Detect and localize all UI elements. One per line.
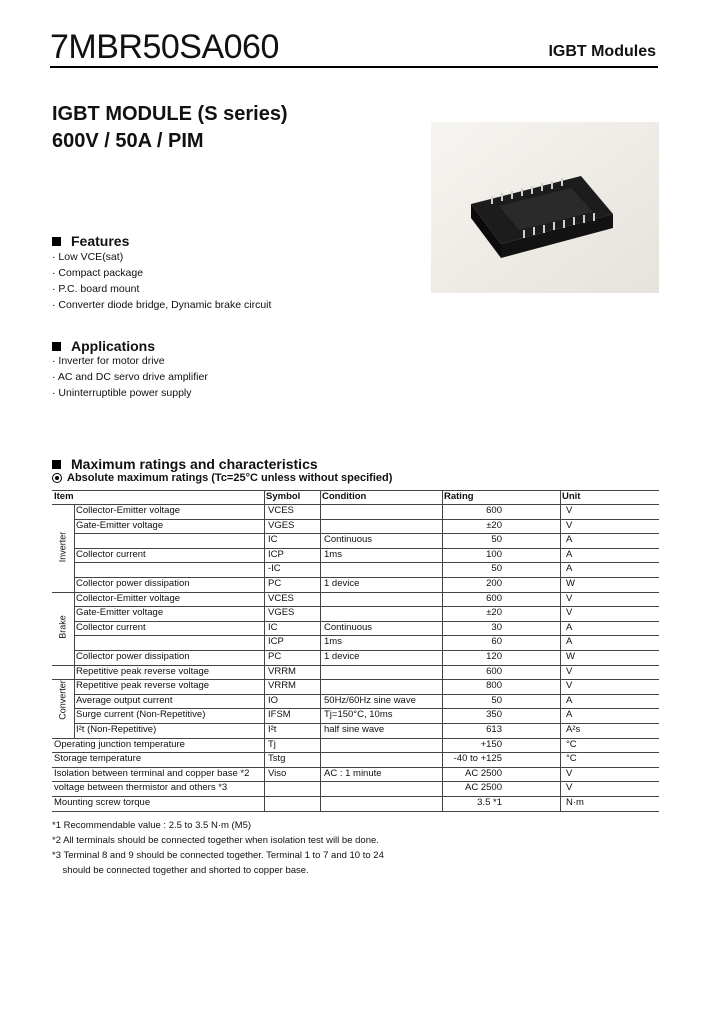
features-list <box>52 249 271 313</box>
igbt-module-image <box>431 122 659 293</box>
rating-cell: 50 <box>491 694 502 706</box>
header-rule <box>50 66 658 68</box>
symbol-cell: I²t <box>268 724 277 735</box>
absolute-ratings-subheading: Absolute maximum ratings (Tc=25°C unless without specified) <box>52 472 392 484</box>
footnote: *2 All terminals should be connected together when isolation test will be done. <box>52 835 379 846</box>
symbol-cell: ICP <box>268 636 284 648</box>
table-rule <box>52 811 659 812</box>
list-item: · Converter diode bridge, Dynamic brake circuit <box>52 297 271 313</box>
rating-cell: -40 to +125 <box>453 753 502 765</box>
footnote: *3 Terminal 8 and 9 should be connected together. Terminal 1 to 7 and 10 to 24 <box>52 850 384 861</box>
footnotes <box>52 818 384 878</box>
applications-list <box>52 353 208 401</box>
unit-cell: A <box>566 534 573 546</box>
item-cell: Repetitive peak reverse voltage <box>76 680 210 692</box>
symbol-cell: -IC <box>268 563 281 575</box>
product-photo <box>431 122 659 293</box>
list-item: · Inverter for motor drive <box>52 353 208 369</box>
unit-cell: V <box>566 665 573 677</box>
item-cell: Mounting screw torque <box>54 797 151 808</box>
symbol-cell: VRRM <box>268 665 296 677</box>
list-item: · P.C. board mount <box>52 281 271 297</box>
rating-cell: ±20 <box>486 607 502 619</box>
rating-cell: 3.5 *1 <box>477 797 502 808</box>
condition-cell: half sine wave <box>324 724 385 735</box>
item-cell: Storage temperature <box>54 753 142 765</box>
rating-cell: 120 <box>486 651 502 662</box>
symbol-cell: VGES <box>268 519 295 531</box>
unit-cell: V <box>566 592 573 604</box>
condition-cell: AC : 1 minute <box>324 767 382 779</box>
unit-cell: V <box>566 505 573 516</box>
table-header-cell: Rating <box>444 491 474 502</box>
footnote: should be connected together and shorted to copper base. <box>52 865 309 876</box>
condition-cell: 1ms <box>324 548 342 560</box>
applications-heading: Applications <box>52 338 155 354</box>
item-cell: Operating junction temperature <box>54 738 185 750</box>
item-cell: Gate-Emitter voltage <box>76 607 164 619</box>
bullet-square-icon <box>52 460 61 469</box>
condition-cell: Continuous <box>324 621 373 633</box>
rating-cell: 600 <box>486 665 502 677</box>
unit-cell: A²s <box>566 724 581 735</box>
category-label: IGBT Modules <box>548 43 656 60</box>
rating-cell: 800 <box>486 680 502 692</box>
rating-cell: 50 <box>491 534 502 546</box>
table-header-cell: Item <box>54 491 74 502</box>
item-cell: I²t (Non-Repetitive) <box>76 724 157 735</box>
unit-cell: A <box>566 709 573 721</box>
symbol-cell: PC <box>268 578 282 589</box>
features-heading: Features <box>52 233 129 249</box>
list-item: · Uninterruptible power supply <box>52 385 208 401</box>
unit-cell: V <box>566 680 573 692</box>
unit-cell: A <box>566 563 573 575</box>
symbol-cell: VCES <box>268 592 294 604</box>
item-cell: Gate-Emitter voltage <box>76 519 164 531</box>
item-cell: Surge current (Non-Repetitive) <box>76 709 206 721</box>
rating-cell: AC 2500 <box>465 767 502 779</box>
ratings-table <box>52 490 659 809</box>
unit-cell: V <box>566 607 573 619</box>
rating-cell: AC 2500 <box>465 782 502 794</box>
rating-cell: 30 <box>491 621 502 633</box>
unit-cell: W <box>566 578 575 589</box>
item-cell: Average output current <box>76 694 173 706</box>
item-cell: Collector current <box>76 621 146 633</box>
table-header-cell: Symbol <box>266 491 301 502</box>
rating-cell: 200 <box>486 578 502 589</box>
unit-cell: °C <box>566 738 577 750</box>
condition-cell: 50Hz/60Hz sine wave <box>324 694 416 706</box>
condition-cell: 1 device <box>324 651 360 662</box>
target-bullet-icon <box>52 473 62 483</box>
symbol-cell: IO <box>268 694 279 706</box>
unit-cell: V <box>566 519 573 531</box>
symbol-cell: Viso <box>268 767 287 779</box>
symbol-cell: IC <box>268 621 278 633</box>
list-item: · Low VCE(sat) <box>52 249 271 265</box>
condition-cell: 1 device <box>324 578 360 589</box>
rating-cell: 100 <box>486 548 502 560</box>
unit-cell: N·m <box>566 797 584 808</box>
item-cell: Collector power dissipation <box>76 578 190 589</box>
product-title <box>52 101 288 155</box>
max-ratings-heading: Maximum ratings and characteristics <box>52 456 318 472</box>
symbol-cell: VCES <box>268 505 294 516</box>
product-title-line2: 600V / 50A / PIM <box>52 130 204 152</box>
symbol-cell: IC <box>268 534 278 546</box>
symbol-cell: VRRM <box>268 680 296 692</box>
unit-cell: A <box>566 694 573 706</box>
bullet-square-icon <box>52 342 61 351</box>
item-cell: Collector-Emitter voltage <box>76 592 181 604</box>
unit-cell: V <box>566 782 573 794</box>
condition-cell: Continuous <box>324 534 373 546</box>
rating-cell: 600 <box>486 505 502 516</box>
part-number: 7MBR50SA060 <box>50 28 279 66</box>
symbol-cell: ICP <box>268 548 284 560</box>
unit-cell: W <box>566 651 575 662</box>
symbol-cell: Tj <box>268 738 276 750</box>
list-item: · Compact package <box>52 265 271 281</box>
item-cell: Collector power dissipation <box>76 651 190 662</box>
item-cell: voltage between thermistor and others *3 <box>54 782 228 794</box>
item-cell: Collector current <box>76 548 146 560</box>
unit-cell: A <box>566 621 573 633</box>
table-group-label: Inverter <box>57 531 68 563</box>
rating-cell: ±20 <box>486 519 502 531</box>
rating-cell: +150 <box>480 738 502 750</box>
bullet-square-icon <box>52 237 61 246</box>
table-header-cell: Condition <box>322 491 367 502</box>
list-item: · AC and DC servo drive amplifier <box>52 369 208 385</box>
item-cell: Isolation between terminal and copper base *2 <box>54 767 250 779</box>
unit-cell: °C <box>566 753 577 765</box>
table-group-label: Converter <box>57 680 68 720</box>
item-cell: Collector-Emitter voltage <box>76 505 181 516</box>
item-cell: Repetitive peak reverse voltage <box>76 665 210 677</box>
symbol-cell: IFSM <box>268 709 291 721</box>
symbol-cell: VGES <box>268 607 295 619</box>
rating-cell: 50 <box>491 563 502 575</box>
condition-cell: 1ms <box>324 636 342 648</box>
product-title-line1: IGBT MODULE (S series) <box>52 103 288 125</box>
unit-cell: V <box>566 767 573 779</box>
footnote: *1 Recommendable value : 2.5 to 3.5 N·m (M5) <box>52 820 252 831</box>
table-header-cell: Unit <box>562 491 581 502</box>
unit-cell: A <box>566 636 573 648</box>
symbol-cell: PC <box>268 651 282 662</box>
symbol-cell: Tstg <box>268 753 286 765</box>
table-group-label: Brake <box>57 615 68 639</box>
rating-cell: 613 <box>486 724 502 735</box>
rating-cell: 600 <box>486 592 502 604</box>
condition-cell: Tj=150°C, 10ms <box>324 709 393 721</box>
rating-cell: 60 <box>491 636 502 648</box>
unit-cell: A <box>566 548 573 560</box>
rating-cell: 350 <box>486 709 502 721</box>
